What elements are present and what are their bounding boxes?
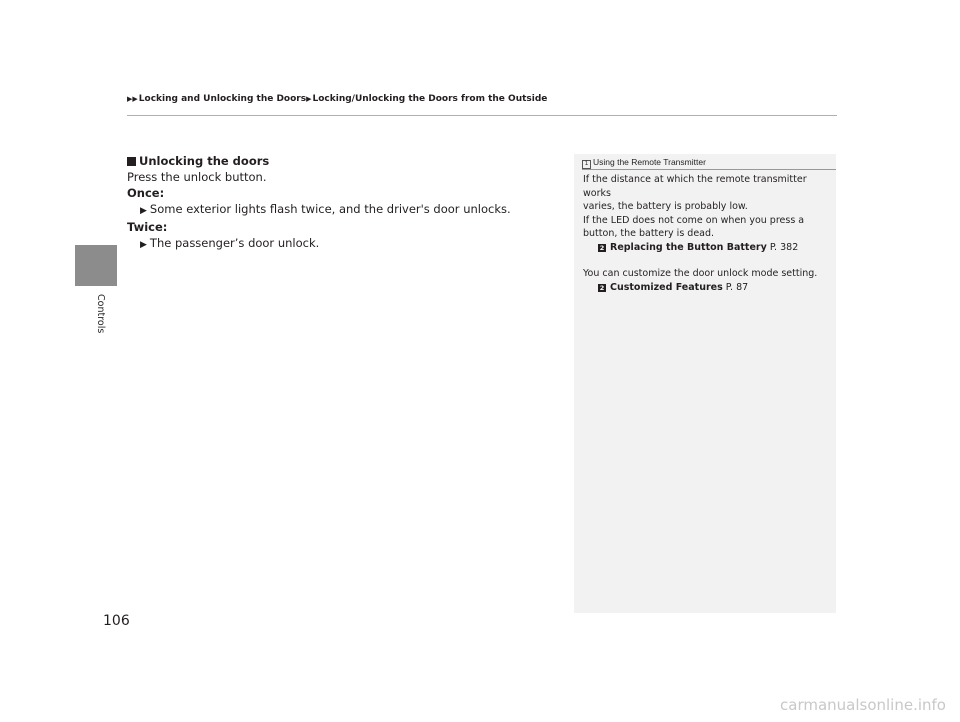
note-line: You can customize the door unlock mode setting. [583,268,818,279]
note-line: varies, the battery is probably low. [583,201,748,212]
note-line: If the LED does not come on when you press a [583,214,805,226]
chapter-label: Controls [95,294,106,334]
once-result-text: Some exterior lights flash twice, and the driver's door unlocks. [149,202,511,216]
cross-reference-icon: 2 [599,283,605,292]
header-divider [127,115,837,116]
twice-label: Twice: [127,220,168,234]
main-content [127,153,547,253]
result-arrow-icon: ▶ [140,206,147,216]
breadcrumb-arrow-icon: ▶▶ [127,95,138,103]
note-title [582,157,706,169]
cross-reference-title: Replacing the Button Battery [610,241,767,253]
chapter-tab [75,245,117,286]
note-body [583,173,833,294]
section-heading [127,153,547,169]
cross-reference-page: P. 87 [725,281,749,293]
cross-reference-title: Customized Features [610,281,723,293]
intro-text: Press the unlock button. [127,170,267,184]
cross-reference-page: P. 382 [769,241,799,253]
twice-result [127,235,547,253]
side-note [574,154,836,613]
twice-result-text: The passenger’s door unlock. [149,236,320,250]
cross-reference-icon: 2 [599,243,605,252]
cross-reference-battery[interactable] [583,241,833,255]
note-title-text: Using the Remote Transmitter [593,157,706,167]
breadcrumb-item-from-outside[interactable]: Locking/Unlocking the Doors from the Outside [312,94,548,104]
result-arrow-icon: ▶ [140,240,147,250]
breadcrumb [127,94,547,104]
note-divider [582,169,836,170]
page-number: 106 [103,613,130,629]
breadcrumb-item-locking-unlocking[interactable]: Locking and Unlocking the Doors [138,94,307,104]
note-line: If the distance at which the remote transmitter works [583,174,807,199]
breadcrumb-arrow-icon: ▶ [306,95,312,103]
spacer [583,254,833,267]
cross-reference-customized[interactable] [583,281,833,295]
square-bullet-icon [127,157,136,166]
once-result [127,201,547,219]
section-heading-text: Unlocking the doors [139,154,270,168]
watermark: carmanualsonline.info [780,696,946,714]
note-line: button, the battery is dead. [583,228,715,239]
once-label: Once: [127,186,165,200]
note-marker-icon: 1 [582,160,591,169]
